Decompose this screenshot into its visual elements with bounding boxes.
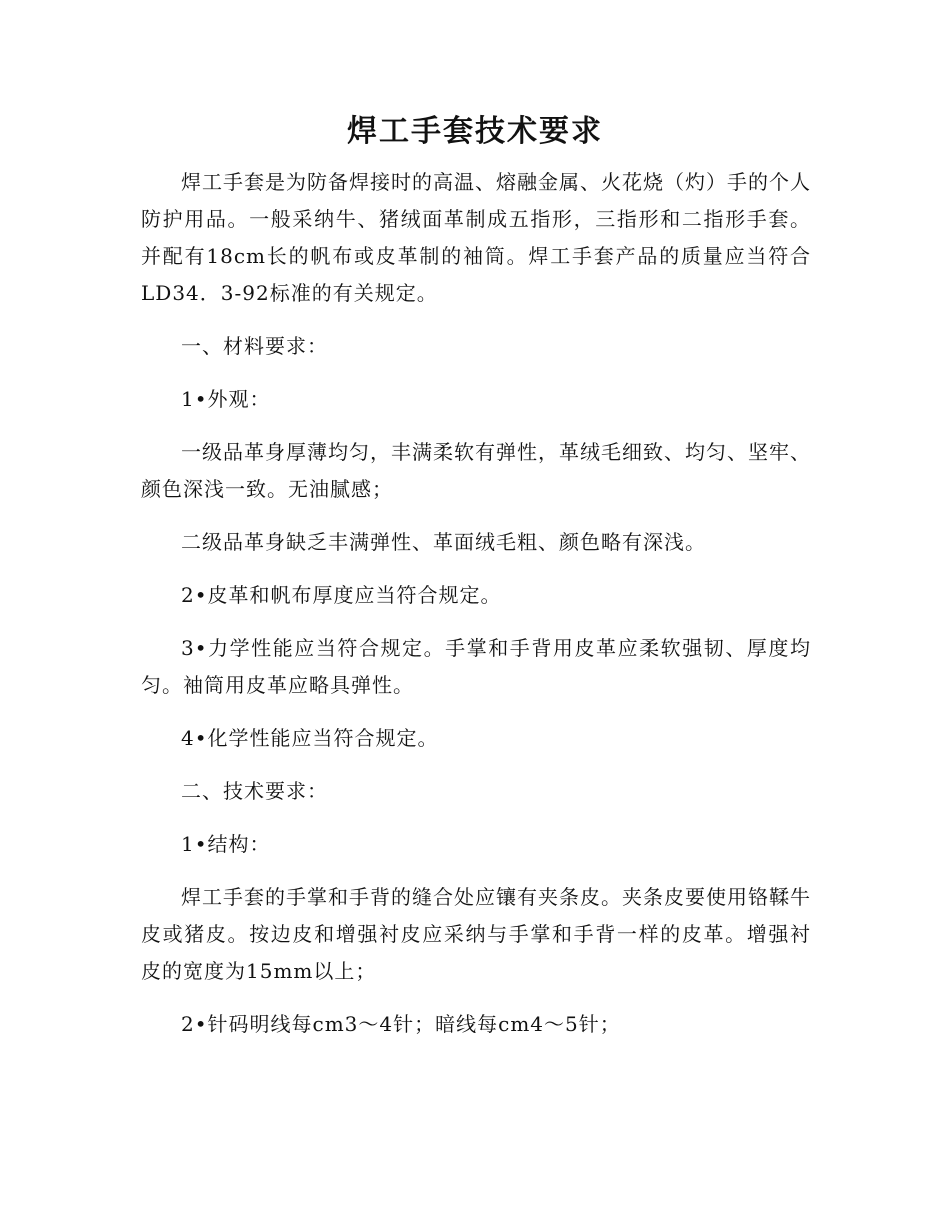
paragraph-chemical: 4•化学性能应当符合规定。 xyxy=(181,726,439,750)
subheading-structure: 1•结构： xyxy=(181,832,271,856)
paragraph-grade-two: 二级品革身缺乏丰满弹性、革面绒毛粗、颜色略有深浅。 xyxy=(181,530,706,554)
paragraph-grade-one: 一级品革身厚薄均匀，丰满柔软有弹性，革绒毛细致、均匀、坚牢、颜色深浅一致。无油腻感； xyxy=(141,440,811,501)
document-title: 焊工手套技术要求 xyxy=(347,114,603,149)
document-body xyxy=(141,164,811,1059)
paragraph-thickness: 2•皮革和帆布厚度应当符合规定。 xyxy=(181,583,502,607)
paragraph-intro: 焊工手套是为防备焊接时的高温、熔融金属、火花烧（灼）手的个人防护用品。一般采纳牛、猪绒面革制成五指形，三指形和二指形手套。并配有18cm长的帆布或皮革制的袖筒。焊工手套产品的质量应当符合LD34．3-92标准的有关规定。 xyxy=(141,170,811,305)
subheading-appearance: 1•外观： xyxy=(181,387,271,411)
paragraph-structure: 焊工手套的手掌和手背的缝合处应镶有夹条皮。夹条皮要使用铬鞣牛皮或猪皮。按边皮和增强衬皮应采纳与手掌和手背一样的皮革。增强衬皮的宽度为15mm以上； xyxy=(141,885,811,983)
paragraph-stitching: 2•针码明线每cm3～4针；暗线每cm4～5针； xyxy=(181,1012,621,1036)
paragraph-mechanical: 3•力学性能应当符合规定。手掌和手背用皮革应柔软强韧、厚度均匀。袖筒用皮革应略具弹性。 xyxy=(141,636,811,697)
section-heading-technical: 二、技术要求： xyxy=(181,779,328,803)
section-heading-materials: 一、材料要求： xyxy=(181,334,328,358)
